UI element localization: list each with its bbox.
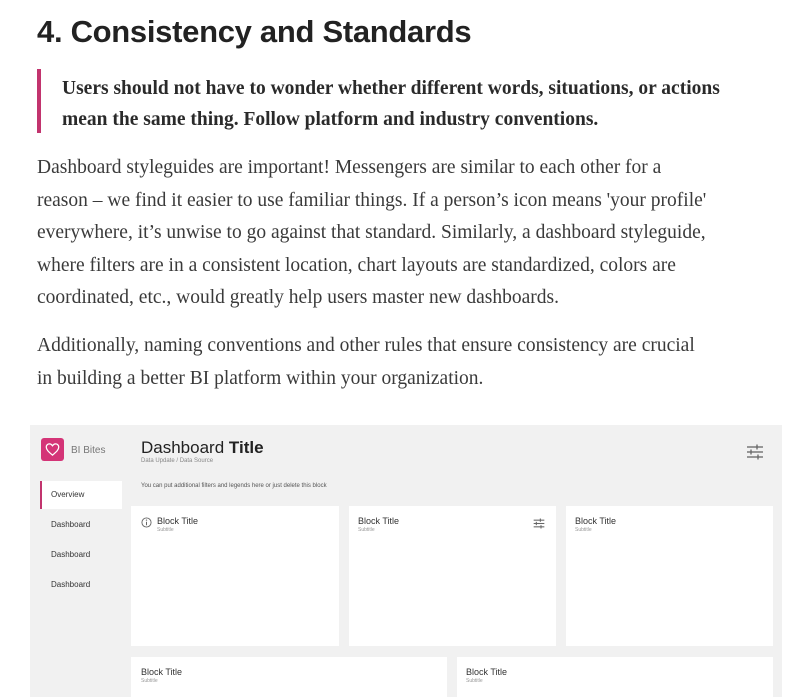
paragraph-line: coordinated, etc., would greatly help users master new dashboards.	[37, 287, 560, 308]
block-subtitle: Subtitle	[466, 678, 483, 684]
sliders-icon[interactable]	[746, 444, 764, 460]
paragraph-line: Additionally, naming conventions and other rules that ensure consistency are crucial	[37, 335, 695, 356]
paragraph-naming	[37, 330, 782, 395]
block-title: Block Title	[141, 667, 183, 677]
dashboard-title	[141, 438, 264, 458]
quote-line: mean the same thing. Follow platform and industry conventions.	[62, 109, 599, 130]
blockquote	[37, 69, 777, 133]
filters-note: You can put additional filters and legends here or just delete this block	[141, 483, 327, 489]
dashboard-block	[131, 506, 339, 646]
sidebar-item-dashboard[interactable]: Dashboard	[51, 580, 91, 589]
paragraph-line: reason – we find it easier to use familiar things. If a person’s icon means 'your profile'	[37, 189, 707, 211]
block-subtitle: Subtitle	[575, 527, 592, 533]
dashboard-block	[349, 506, 556, 646]
sliders-icon[interactable]	[533, 518, 545, 529]
dashboard-mockup	[30, 425, 782, 697]
dashboard-block	[131, 657, 447, 697]
dashboard-title-bold: Title	[228, 438, 264, 457]
block-title: Block Title	[157, 516, 199, 526]
paragraph-line: where filters are in a consistent location, chart layouts are standardized, colors are	[37, 254, 676, 276]
dashboard-block	[566, 506, 773, 646]
block-title: Block Title	[358, 516, 400, 526]
paragraph-line: everywhere, it’s unwise to go against that standard. Similarly, a dashboard styleguide,	[37, 222, 706, 243]
dashboard-sidebar	[30, 425, 125, 697]
sidebar-item-dashboard[interactable]: Dashboard	[51, 520, 91, 529]
block-title: Block Title	[466, 667, 508, 677]
sidebar-item-overview[interactable]: Overview	[40, 481, 122, 509]
dashboard-block	[457, 657, 773, 697]
block-subtitle: Subtitle	[157, 527, 174, 533]
dashboard-subtitle: Data Update / Data Source	[141, 458, 214, 464]
info-icon[interactable]	[141, 517, 152, 528]
sidebar-item-dashboard[interactable]: Dashboard	[51, 550, 91, 559]
heart-logo-icon	[41, 438, 64, 461]
block-subtitle: Subtitle	[358, 527, 375, 533]
block-subtitle: Subtitle	[141, 678, 158, 684]
paragraph-styleguides	[37, 152, 782, 315]
paragraph-line: Dashboard styleguides are important! Messengers are similar to each other for a	[37, 157, 662, 178]
paragraph-line: in building a better BI platform within your organization.	[37, 367, 484, 389]
block-title: Block Title	[575, 516, 617, 526]
article-heading: 4. Consistency and Standards	[37, 14, 472, 49]
brand-name: BI Bites	[71, 445, 106, 456]
dashboard-title-plain: Dashboard	[141, 438, 225, 457]
quote-line: Users should not have to wonder whether different words, situations, or actions	[62, 78, 720, 99]
